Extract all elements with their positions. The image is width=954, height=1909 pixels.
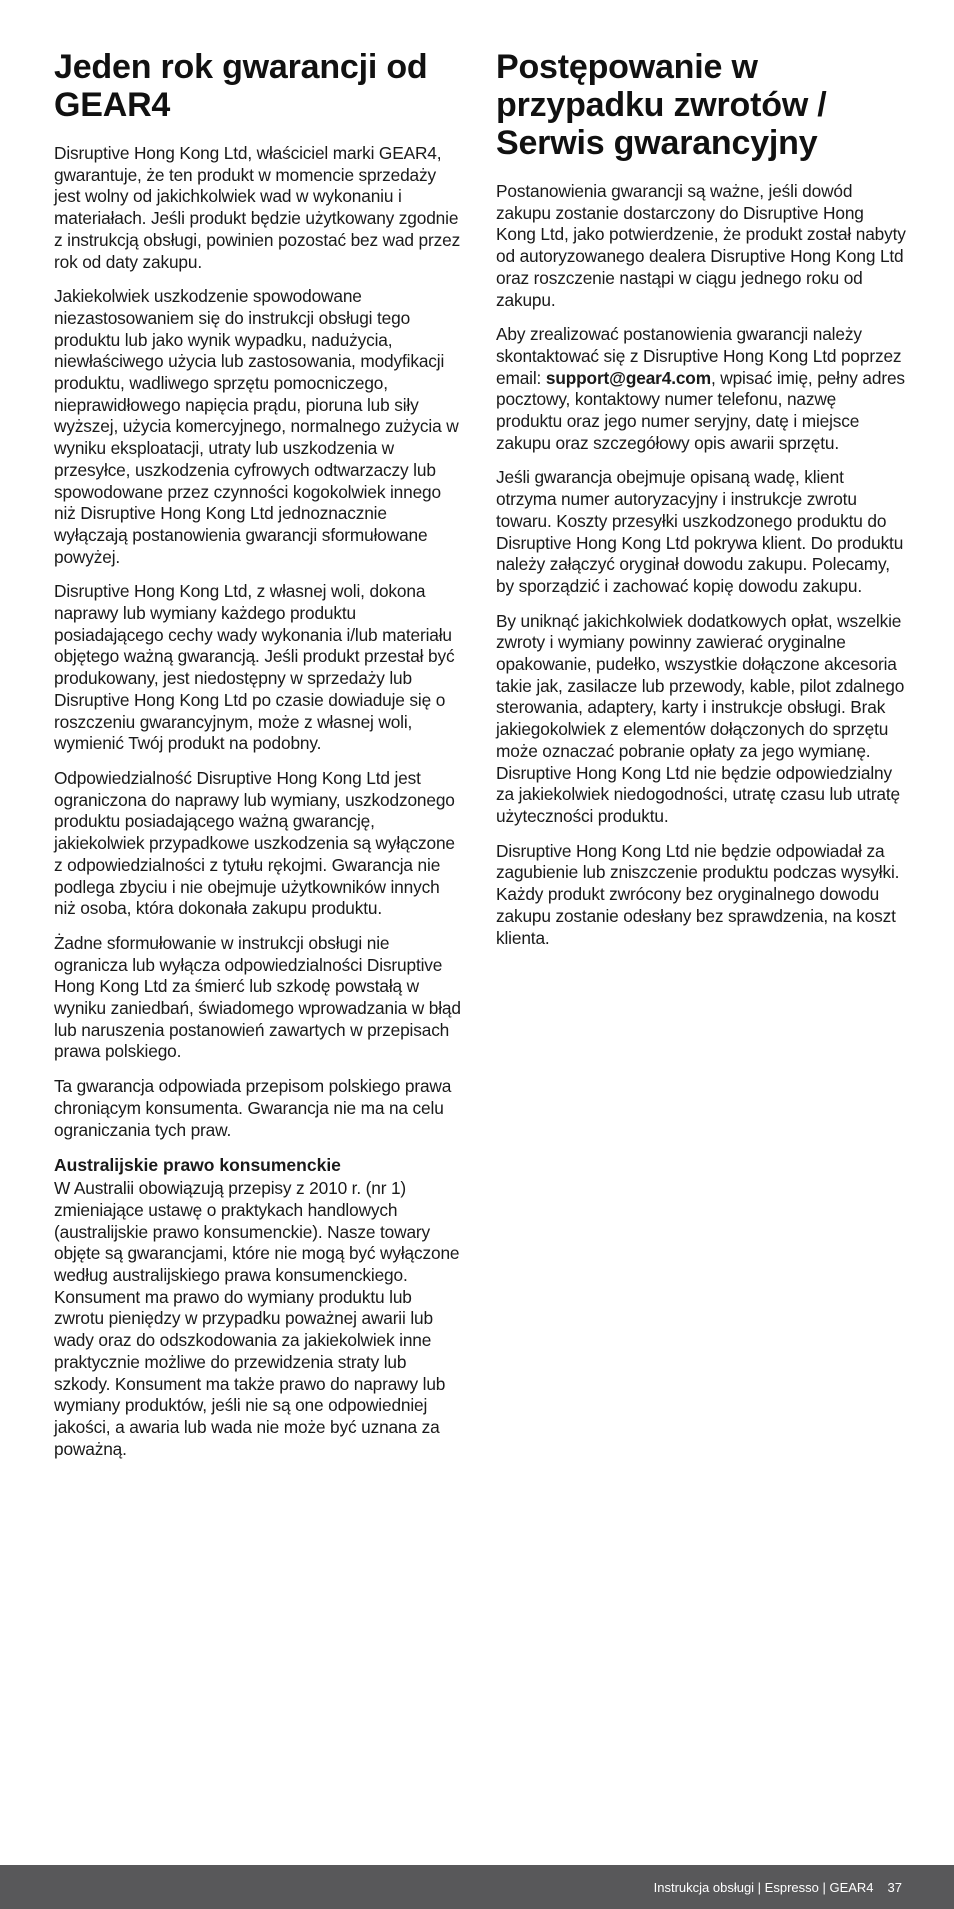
- warranty-paragraph-1: Disruptive Hong Kong Ltd, właściciel marki GEAR4, gwarantuje, że ten produkt w momencie sprzedaży jest wolny od jakichkolwiek wad w wykonaniu i materiałach. Jeśli produkt będzie użytkowany zgodnie z instrukcją obsługi, powinien pozostać bez wad przez rok od daty zakupu.: [54, 143, 461, 272]
- right-column: [496, 48, 906, 962]
- returns-paragraph-2: [496, 324, 906, 454]
- returns-paragraph-2-end: , wpisać imię, pełny adres pocztowy, kontaktowy numer telefonu, nazwę produktu oraz jego numer seryjny, datę i miejsce zakupu oraz szczegółowy opis awarii sprzętu.: [496, 367, 905, 453]
- warranty-paragraph-3: Disruptive Hong Kong Ltd, z własnej woli, dokona naprawy lub wymiany każdego produktu posiadającego cechy wady wykonania i/lub materiału objętego ważną gwarancją. Jeśli produkt przestał być produkowany, jest niedostępny w sprzedaży lub Disruptive Hong Kong Ltd po czasie dowiaduje się o roszczeniu gwarancyjnym, może z własnej woli, wymienić Twój produkt na podobny.: [54, 581, 455, 754]
- warranty-paragraph-6: Ta gwarancja odpowiada przepisom polskiego prawa chroniącym konsumenta. Gwarancja nie ma na celu ograniczania tych praw.: [54, 1076, 452, 1140]
- returns-paragraph-5: Disruptive Hong Kong Ltd nie będzie odpowiadał za zagubienie lub zniszczenie produktu podczas wysyłki. Każdy produkt zwrócony bez oryginalnego dowodu zakupu zostanie odesłany bez sprawdzenia, na koszt klienta.: [496, 840, 900, 948]
- returns-paragraph-3: Jeśli gwarancja obejmuje opisaną wadę, klient otrzyma numer autoryzacyjny i instrukcje zwrotu towaru. Koszty przesyłki uszkodzonego produktu do Disruptive Hong Kong Ltd pokrywa klient. Do produktu należy załączyć oryginał dowodu zakupu. Polecamy, by sporządzić i zachować kopię dowodu zakupu.: [496, 467, 904, 596]
- warranty-paragraph-2: Jakiekolwiek uszkodzenie spowodowane niezastosowaniem się do instrukcji obsługi tego produktu lub jako wynik wypadku, nadużycia, niewłaściwego użycia lub zastosowania, modyfikacji produktu, wadliwego sprzętu pomocniczego, nieprawidłowego napięcia prądu, pioruna lub siły wyższej, użycia komercyjnego, normalnego zużycia w wyniku eksploatacji, utraty lub uszkodzenia w przesyłce, uszkodzenia cyfrowych odtwarzaczy lub spowodowane przez czynności kogokolwiek innego niż Disruptive Hong Kong Ltd jednoznacznie wyłączają postanowienia gwarancji sformułowane powyżej.: [54, 286, 459, 567]
- returns-paragraph-2-start: Aby zrealizować postanowienia gwarancji należy skontaktować się z Disruptive Hong Kong Ltd poprzez email:: [496, 324, 902, 388]
- returns-paragraph-1: Postanowienia gwarancji są ważne, jeśli dowód zakupu zostanie dostarczony do Disruptive Hong Kong Ltd, jako potwierdzenie, że produkt został nabyty od autoryzowanego dealera Disruptive Hong Kong Ltd oraz roszczenie nastąpi w ciągu jednego roku od zakupu.: [496, 181, 906, 310]
- australian-law-paragraph: W Australii obowiązują przepisy z 2010 r. (nr 1) zmieniające ustawę o praktykach handlowych (australijskie prawo konsumenckie). Nasze towary objęte są gwarancjami, które nie mogą być wyłączone według australijskiego prawa konsumenckiego. Konsument ma prawo do wymiany produktu lub zwrotu pieniędzy w przypadku poważnej awarii lub wady oraz do odszkodowania za jakiekolwiek inne praktycznie możliwe do przewidzenia straty lub szkody. Konsument ma także prawo do naprawy lub wymiany produktów, jeśli nie są one odpowiedniej jakości, a awaria lub wada nie może być uznana za poważną.: [54, 1178, 460, 1459]
- support-email-link[interactable]: support@gear4.com: [545, 367, 711, 388]
- warranty-title: Jeden rok gwarancji od GEAR4: [54, 48, 428, 124]
- returns-title: Postępowanie w przypadku zwrotów / Serwis gwarancyjny: [496, 48, 827, 162]
- page-number: 37: [887, 1879, 902, 1895]
- warranty-paragraph-4: Odpowiedzialność Disruptive Hong Kong Ltd jest ograniczona do naprawy lub wymiany, uszkodzonego produktu posiadającego ważną gwarancję, jakiekolwiek przypadkowe uszkodzenia są wyłączone z odpowiedzialności z tytułu rękojmi. Gwarancja nie podlega zbyciu i nie obejmuje użytkowników innych niż osoba, która dokonała zakupu produktu.: [54, 767, 455, 919]
- australian-law-heading: Australijskie prawo konsumenckie: [54, 1155, 341, 1176]
- footer-label: Instrukcja obsługi | Espresso | GEAR4: [653, 1879, 874, 1895]
- returns-paragraph-4: By uniknąć jakichkolwiek dodatkowych opłat, wszelkie zwroty i wymiany powinny zawierać oryginalne opakowanie, pudełko, wszystkie dołączone akcesoria takie jak, zasilacze lub przewody, kable, pilot zdalnego sterowania, adaptery, karty i instrukcje obsługi. Brak jakiegokolwiek z elementów dołączonych do sprzętu może oznaczać pobranie opłaty za jego wymianę. Disruptive Hong Kong Ltd nie będzie odpowiedzialny za jakiekolwiek niedogodności, utratę czasu lub utratę użyteczności produktu.: [496, 610, 905, 826]
- page-footer: [0, 1865, 954, 1909]
- left-column: [54, 48, 462, 1460]
- warranty-paragraph-5: Żadne sformułowanie w instrukcji obsługi nie ogranicza lub wyłącza odpowiedzialności Disruptive Hong Kong Ltd za śmierć lub szkodę powstałą w wyniku zaniedbań, świadomego wprowadzania w błąd lub naruszenia postanowień zawartych w przepisach prawa polskiego.: [54, 932, 461, 1062]
